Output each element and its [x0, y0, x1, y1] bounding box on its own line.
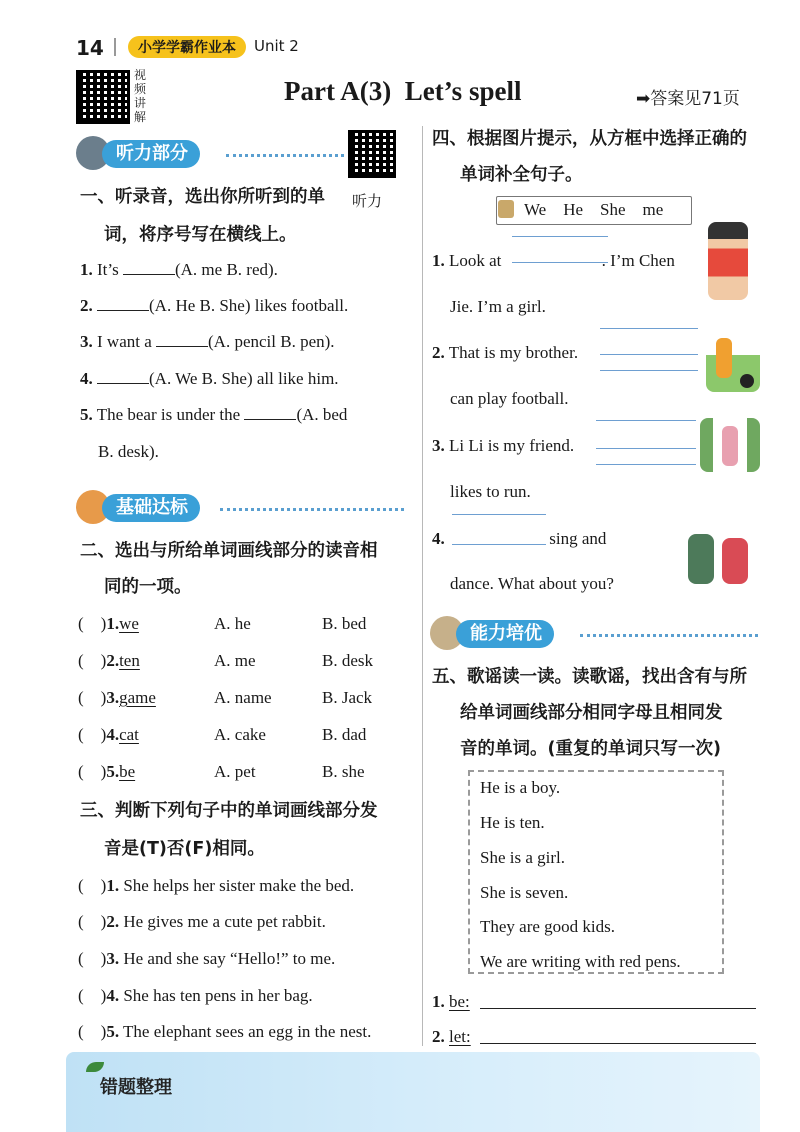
- poem-line: We are writing with red pens.: [480, 952, 681, 971]
- judge-sentence: The elephant sees an egg in the nest.: [123, 1022, 372, 1041]
- answer-input-2[interactable]: [480, 1043, 756, 1044]
- listening-section-label: 听力部分: [102, 140, 200, 168]
- listening-qr-label: 听力: [352, 192, 383, 210]
- option-a: A. pet: [214, 762, 256, 781]
- guide-line: [512, 236, 608, 237]
- guide-line: [596, 448, 696, 449]
- guide-line: [600, 370, 698, 371]
- answer-paren[interactable]: ( ): [78, 986, 107, 1005]
- answer-paren[interactable]: ( ): [78, 651, 107, 670]
- listening-item-2: 2. (A. He B. She) likes football.: [80, 296, 349, 315]
- target-word: ten: [119, 651, 140, 670]
- football-boy-picture: [706, 330, 760, 392]
- answer-paren[interactable]: ( ): [78, 725, 107, 744]
- running-girl-picture: [700, 418, 760, 472]
- answer-paren[interactable]: ( ): [78, 912, 107, 931]
- poem-box: [468, 770, 724, 974]
- basics-row: ( )5.be: [78, 762, 136, 781]
- listening-banner: [76, 136, 346, 170]
- option-a: A. me: [214, 651, 256, 670]
- poem-line: He is a boy.: [480, 778, 561, 797]
- guide-line: [600, 354, 698, 355]
- basics-row: ( )3.game: [78, 688, 156, 707]
- unit-label: Unit 2: [254, 37, 299, 55]
- banner-dots: [220, 508, 404, 511]
- option-b: B. Jack: [322, 688, 373, 707]
- answer-blank[interactable]: [97, 296, 149, 311]
- video-qr-label: 视频讲解: [134, 68, 147, 124]
- listening-qr-code-icon[interactable]: [348, 130, 396, 178]
- pencil-icon: [498, 200, 514, 218]
- answer-paren[interactable]: ( ): [78, 1022, 107, 1041]
- answer-paren[interactable]: ( ): [78, 876, 107, 895]
- banner-dots: [580, 634, 758, 637]
- ability-instruction: 五、歌谣读一读。读歌谣，找出含有与所: [432, 667, 747, 687]
- fill-item-3-cont: likes to run.: [450, 482, 531, 501]
- listening-item-5: 5. The bear is under the (A. bed: [80, 405, 348, 424]
- judge-sentence: She helps her sister make the bed.: [123, 876, 355, 895]
- target-word: be: [119, 762, 136, 781]
- judge-instruction: 三、判断下列句子中的单词画线部分发: [80, 801, 378, 821]
- poem-line: She is seven.: [480, 883, 569, 902]
- option-a: A. cake: [214, 725, 266, 744]
- basics-section-label: 基础达标: [102, 494, 200, 522]
- guide-line: [600, 328, 698, 329]
- fill-item-4-cont: dance. What about you?: [450, 574, 614, 593]
- option-a: A. name: [214, 688, 272, 707]
- fill-instruction-cont: 单词补全句子。: [460, 165, 583, 185]
- listening-instruction: 一、听录音，选出你所听到的单: [80, 187, 325, 207]
- poem-line: He is ten.: [480, 813, 545, 832]
- option-b: B. dad: [322, 725, 367, 744]
- answer-reference: ➡答案见71页: [636, 89, 740, 109]
- listening-item-3: 3. I want a (A. pencil B. pen).: [80, 332, 335, 351]
- answer-paren[interactable]: ( ): [78, 762, 107, 781]
- answer-blank[interactable]: [449, 530, 545, 544]
- basics-banner: [76, 490, 406, 524]
- option-b: B. bed: [322, 614, 367, 633]
- answer-paren[interactable]: ( ): [78, 688, 107, 707]
- judge-sentence: He gives me a cute pet rabbit.: [123, 912, 326, 931]
- singing-kids-picture: [684, 528, 760, 588]
- answer-input-1[interactable]: [480, 1008, 756, 1009]
- answer-blank[interactable]: [156, 332, 208, 347]
- option-b: B. she: [322, 762, 365, 781]
- fill-item-1: 1. Look at . I’m Chen: [432, 251, 675, 270]
- judge-row: ( )3. He and she say “Hello!” to me.: [78, 949, 336, 968]
- basics-row: ( )4.cat: [78, 725, 139, 744]
- target-word: game: [119, 688, 156, 707]
- video-qr-code-icon[interactable]: [76, 70, 130, 124]
- guide-line: [452, 514, 546, 515]
- answer-paren[interactable]: ( ): [78, 949, 107, 968]
- banner-dots: [226, 154, 344, 157]
- fill-instruction: 四、根据图片提示，从方框中选择正确的: [432, 129, 747, 149]
- basics-instruction-cont: 同的一项。: [104, 577, 192, 597]
- guide-line: [596, 420, 696, 421]
- judge-row: ( )5. The elephant sees an egg in the nest.: [78, 1022, 372, 1041]
- fill-item-1-cont: Jie. I’m a girl.: [450, 297, 546, 316]
- mistake-review-label: 错题整理: [100, 1077, 172, 1098]
- judge-row: ( )2. He gives me a cute pet rabbit.: [78, 912, 326, 931]
- header-separator: [114, 38, 116, 56]
- judge-row: ( )4. She has ten pens in her bag.: [78, 986, 313, 1005]
- poem-line: She is a girl.: [480, 848, 565, 867]
- column-divider: [422, 126, 423, 1046]
- judge-row: ( )1. She helps her sister make the bed.: [78, 876, 355, 895]
- girl-picture: [708, 222, 748, 300]
- judge-sentence: He and she say “Hello!” to me.: [123, 949, 336, 968]
- basics-instruction: 二、选出与所给单词画线部分的读音相: [80, 541, 378, 561]
- answer-blank[interactable]: [506, 252, 602, 266]
- page-title: Part A(3) Let’s spell: [284, 76, 522, 106]
- answer-line-2: 2. let:: [432, 1027, 471, 1046]
- page-number: 14: [76, 36, 104, 60]
- answer-blank[interactable]: [123, 260, 175, 275]
- answer-line-1: 1. be:: [432, 992, 470, 1011]
- brand-badge: 小学学霸作业本: [128, 36, 246, 58]
- listening-instruction-cont: 词，将序号写在横线上。: [104, 225, 297, 245]
- answer-blank[interactable]: [244, 405, 296, 420]
- answer-blank[interactable]: [97, 369, 149, 384]
- option-b: B. desk: [322, 651, 373, 670]
- poem-line: They are good kids.: [480, 917, 616, 936]
- ability-instruction-cont: 给单词画线部分相同字母且相同发: [460, 703, 723, 723]
- basics-row: ( )1.we: [78, 614, 139, 633]
- ability-section-label: 能力培优: [456, 620, 554, 648]
- fill-item-4: 4. sing and: [432, 529, 607, 548]
- basics-row: ( )2.ten: [78, 651, 140, 670]
- listening-item-5-cont: B. desk).: [98, 442, 159, 461]
- ability-banner: [430, 616, 760, 650]
- option-a: A. he: [214, 614, 251, 633]
- ability-instruction-cont2: 音的单词。(重复的单词只写一次): [460, 739, 721, 759]
- target-word: cat: [119, 725, 139, 744]
- guide-line: [596, 464, 696, 465]
- listening-item-1: 1. It’s (A. me B. red).: [80, 260, 278, 279]
- target-word: we: [119, 614, 139, 633]
- judge-sentence: She has ten pens in her bag.: [123, 986, 313, 1005]
- word-box-words: We He She me: [524, 200, 664, 219]
- judge-instruction-cont: 音是(T)否(F)相同。: [104, 839, 265, 859]
- fill-item-2: 2. That is my brother.: [432, 343, 579, 362]
- fill-item-3: 3. Li Li is my friend.: [432, 436, 575, 455]
- fill-item-2-cont: can play football.: [450, 389, 569, 408]
- answer-paren[interactable]: ( ): [78, 614, 107, 633]
- listening-item-4: 4. (A. We B. She) all like him.: [80, 369, 339, 388]
